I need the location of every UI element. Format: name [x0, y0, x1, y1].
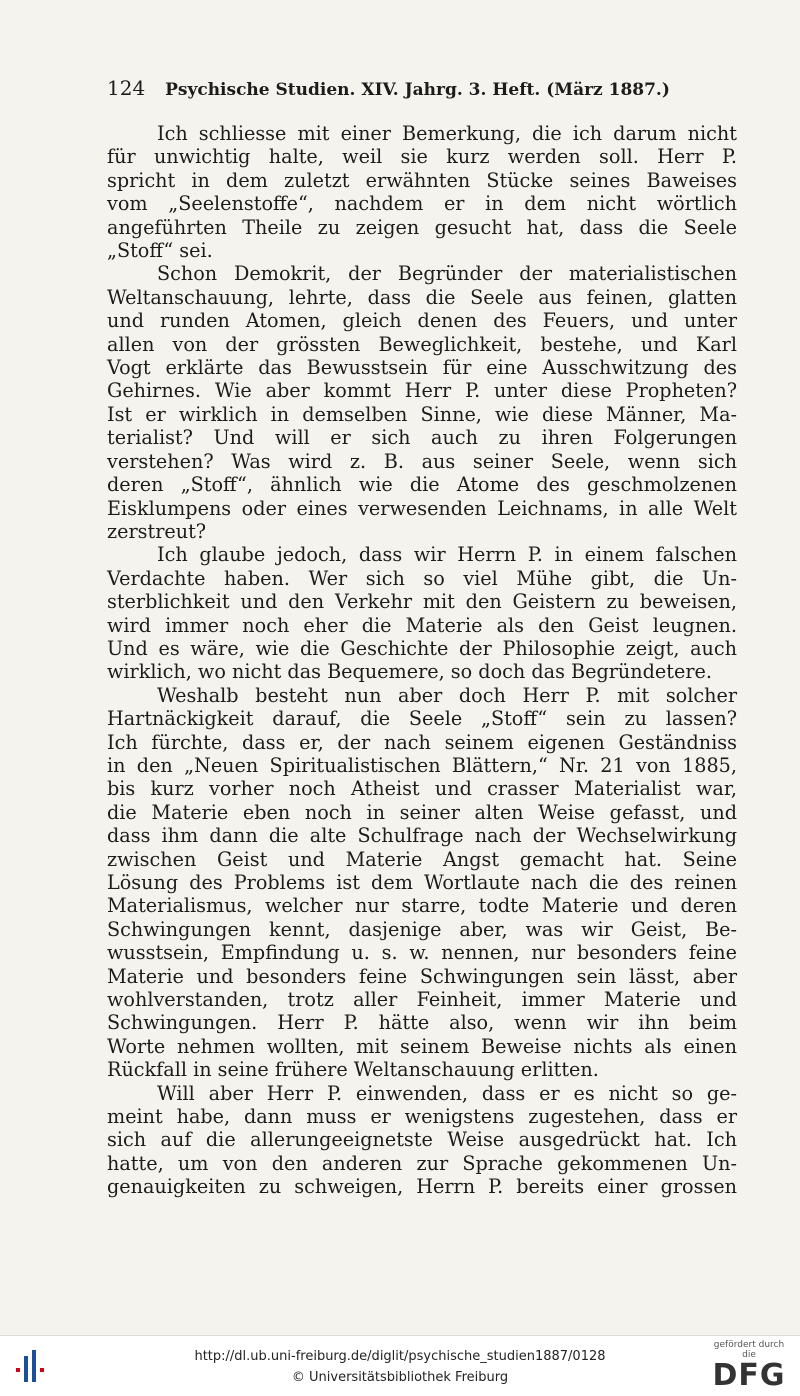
- text-line: in den „Neuen Spiritualistischen Blättern,“ Nr. 21 von 1885,: [107, 753, 737, 777]
- text-line: Vogt erklärte das Bewusstsein für eine Ausschwitzung des: [107, 356, 737, 380]
- text-line: Schwingungen kennt, dasjenige aber, was wir Geist, Be-: [107, 917, 737, 941]
- text-line: Hartnäckigkeit darauf, die Seele „Stoff“ sein zu lassen?: [107, 707, 737, 731]
- text-line: Ich schliesse mit einer Bemerkung, die ich darum nicht: [157, 122, 737, 145]
- text-line: verstehen? Was wird z. B. aus seiner Seele, wenn sich: [107, 449, 737, 473]
- text-line: Rückfall in seine frühere Weltanschauung erlitten.: [107, 1058, 599, 1082]
- text-line: wird immer noch eher die Materie als den Geist leugnen.: [107, 613, 737, 637]
- source-url-link[interactable]: http://dl.ub.uni-freiburg.de/diglit/psychische_studien1887/0128: [194, 1349, 606, 1364]
- text-line: Ist er wirklich in demselben Sinne, wie diese Männer, Ma-: [107, 402, 737, 426]
- text-line: genauigkeiten zu schweigen, Herrn P. bereits einer grossen: [107, 1175, 737, 1199]
- text-line: wohlverstanden, trotz aller Feinheit, immer Materie und: [107, 988, 737, 1012]
- text-line: und runden Atomen, gleich denen des Feuers, und unter: [107, 309, 737, 333]
- text-line: Und es wäre, wie die Geschichte der Philosophie zeigt, auch: [107, 636, 737, 660]
- text-line: Ich fürchte, dass er, der nach seinem eigenen Geständniss: [107, 730, 737, 754]
- text-line: „Stoff“ sei.: [107, 239, 213, 263]
- text-line: für unwichtig halte, weil sie kurz werden soll. Herr P.: [107, 145, 737, 169]
- text-line: zerstreut?: [107, 519, 207, 543]
- text-line: zwischen Geist und Materie Angst gemacht hat. Seine: [107, 847, 737, 871]
- text-line: Worte nehmen wollten, mit seinem Beweise nichts als einen: [107, 1034, 737, 1058]
- text-line: bis kurz vorher noch Atheist und crasser Materialist war,: [107, 777, 737, 801]
- running-header: [107, 76, 687, 100]
- text-line: Will aber Herr P. einwenden, dass er es nicht so ge-: [157, 1081, 737, 1105]
- copyright-notice: © Universitätsbibliothek Freiburg: [291, 1370, 509, 1385]
- text-line: vom „Seelenstoffe“, nachdem er in dem nicht wörtlich: [107, 192, 737, 216]
- dfg-funding-label: gefördert durch die: [713, 1340, 785, 1360]
- text-line: die Materie eben noch in seiner alten Weise gefasst, und: [107, 800, 737, 824]
- text-line: Schwingungen. Herr P. hätte also, wenn wir ihn beim: [107, 1011, 737, 1035]
- library-footer: [0, 1335, 800, 1396]
- text-line: allen von der grössten Beweglichkeit, bestehe, und Karl: [107, 332, 737, 356]
- text-line: dass ihm dann die alte Schulfrage nach der Wechselwirkung: [107, 824, 737, 848]
- text-line: Eisklumpens oder eines verwesenden Leichnams, in alle Welt: [107, 496, 737, 520]
- text-line: deren „Stoff“, ähnlich wie die Atome des geschmolzenen: [107, 473, 737, 497]
- text-line: Gehirnes. Wie aber kommt Herr P. unter diese Propheten?: [107, 379, 737, 403]
- text-line: Weltanschauung, lehrte, dass die Seele aus feinen, glatten: [107, 285, 737, 309]
- text-line: hatte, um von den anderen zur Sprache gekommenen Un-: [107, 1151, 737, 1175]
- text-line: Lösung des Problems ist dem Wortlaute nach die des reinen: [107, 871, 737, 894]
- text-line: wusstsein, Empfindung u. s. w. nennen, nur besonders feine: [107, 941, 737, 965]
- text-line: angeführten Theile zu zeigen gesucht hat, dass die Seele: [107, 215, 737, 239]
- text-line: spricht in dem zuletzt erwähnten Stücke seines Baweises: [107, 168, 737, 192]
- text-line: Materialismus, welcher nur starre, todte Materie und deren: [107, 894, 737, 918]
- text-line: Materie und besonders feine Schwingungen sein lässt, aber: [107, 964, 737, 988]
- text-line: Ich glaube jedoch, dass wir Herrn P. in einem falschen: [157, 543, 737, 567]
- text-line: Verdachte haben. Wer sich so viel Mühe gibt, die Un-: [107, 566, 737, 590]
- text-line: meint habe, dann muss er wenigstens zugestehen, dass er: [107, 1105, 737, 1129]
- text-line: Schon Demokrit, der Begründer der materialistischen: [157, 262, 737, 286]
- text-line: terialist? Und will er sich auch zu ihren Folgerungen: [107, 426, 737, 450]
- body-text: [107, 122, 737, 1199]
- text-line: sich auf die allerungeeignetste Weise ausgedrückt hat. Ich: [107, 1128, 737, 1152]
- dfg-wordmark: DFG: [712, 1358, 786, 1393]
- text-line: Weshalb besteht nun aber doch Herr P. mit solcher: [157, 683, 737, 707]
- dfg-logo: [710, 1340, 788, 1392]
- page-number: 124: [107, 76, 146, 100]
- text-line: sterblichkeit und den Verkehr mit den Geistern zu beweisen,: [107, 590, 737, 614]
- running-title: Psychische Studien. XIV. Jahrg. 3. Heft. (März 1887.): [165, 80, 670, 100]
- text-line: wirklich, wo nicht das Bequemere, so doch das Begründetere.: [107, 660, 712, 684]
